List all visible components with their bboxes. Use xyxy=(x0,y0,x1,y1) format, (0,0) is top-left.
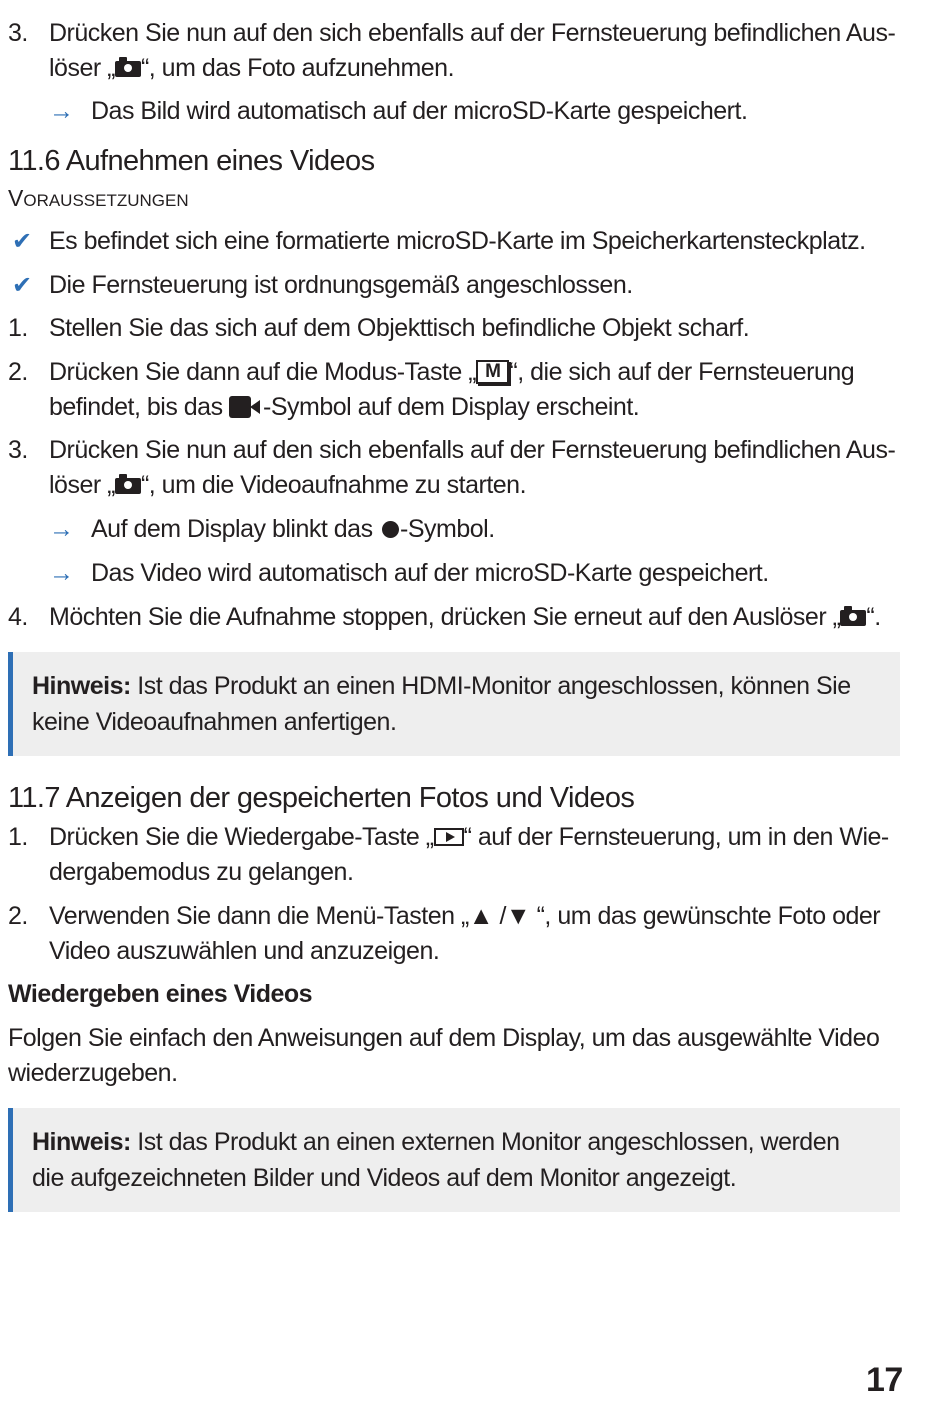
result-item: → Das Video wird automatisch auf der microSD-Karte gespeichert. xyxy=(8,556,900,591)
camera-icon xyxy=(115,478,141,494)
arrow-right-icon: → xyxy=(49,559,74,587)
arrow-right-icon: → xyxy=(49,97,74,125)
result-item: → Auf dem Display blinkt das -Symbol. xyxy=(8,512,900,547)
mode-key-icon: M xyxy=(476,360,509,384)
checkmark-icon: ✔ xyxy=(12,228,32,255)
manual-page xyxy=(8,16,900,1212)
note-box: Hinweis: Ist das Produkt an einen HDMI-Monitor angeschlossen, können Sie keine Videoaufnahmen anfertigen. xyxy=(8,652,900,756)
subheading: Wiedergeben eines Videos xyxy=(8,980,313,1008)
play-key-icon xyxy=(434,828,464,846)
section-heading: 11.7 Anzeigen der gespeicherten Fotos und Videos xyxy=(8,782,635,814)
list-item: 3. Drücken Sie nun auf den sich ebenfalls auf der Fernsteuerung befindlichen Aus- löser „ “, um die Videoaufnahme zu starten. xyxy=(8,436,896,499)
prerequisite-item: ✔ Es befindet sich eine formatierte microSD-Karte im Speicherkartensteckplatz. xyxy=(8,224,900,259)
prerequisite-item: ✔ Die Fernsteuerung ist ordnungsgemäß angeschlossen. xyxy=(8,268,900,303)
paragraph: Folgen Sie einfach den Anweisungen auf dem Display, um das ausgewählte Video wiederzugeben. xyxy=(8,1024,880,1087)
checkmark-icon: ✔ xyxy=(12,272,32,299)
video-camera-icon xyxy=(229,396,251,418)
step-number: 3. xyxy=(8,19,28,47)
list-item: 2. Drücken Sie dann auf die Modus-Taste „ M “, die sich auf der Fernsteuerung befindet, bis das -Symbol auf dem Display erscheint. xyxy=(8,358,855,421)
list-item: 1. Drücken Sie die Wiedergabe-Taste „ “ auf der Fernsteuerung, um in den Wie- dergabemodus zu gelangen. xyxy=(8,823,889,886)
list-item: 1. Stellen Sie das sich auf dem Objekttisch befindliche Objekt scharf. xyxy=(8,314,750,342)
step-text: Drücken Sie nun auf den sich ebenfalls auf der Fernsteuerung befindlichen Aus- löser „ “, um das Foto aufzunehmen. xyxy=(49,19,896,82)
list-item: 2. Verwenden Sie dann die Menü-Tasten „▲ /▼ “, um das gewünschte Foto oder Video auszuwählen und anzuzeigen. xyxy=(8,902,881,965)
result-item: → Das Bild wird automatisch auf der microSD-Karte gespeichert. xyxy=(8,94,900,129)
list-item xyxy=(8,16,900,86)
record-dot-icon xyxy=(382,521,399,538)
prerequisites-label: VORAUSSETZUNGEN xyxy=(8,185,189,211)
note-label: Hinweis: xyxy=(32,672,131,700)
list-item: 4. Möchten Sie die Aufnahme stoppen, drücken Sie erneut auf den Auslöser „ “. xyxy=(8,603,881,631)
section-heading: 11.6 Aufnehmen eines Videos xyxy=(8,145,375,177)
page-number: 17 xyxy=(866,1361,903,1399)
arrow-right-icon: → xyxy=(49,515,74,543)
note-label: Hinweis: xyxy=(32,1128,131,1156)
camera-icon xyxy=(840,610,866,626)
note-box: Hinweis: Ist das Produkt an einen externen Monitor angeschlossen, werden die aufgezeichneten Bilder und Videos auf dem Monitor angezeigt. xyxy=(8,1108,900,1212)
camera-icon xyxy=(115,61,141,77)
